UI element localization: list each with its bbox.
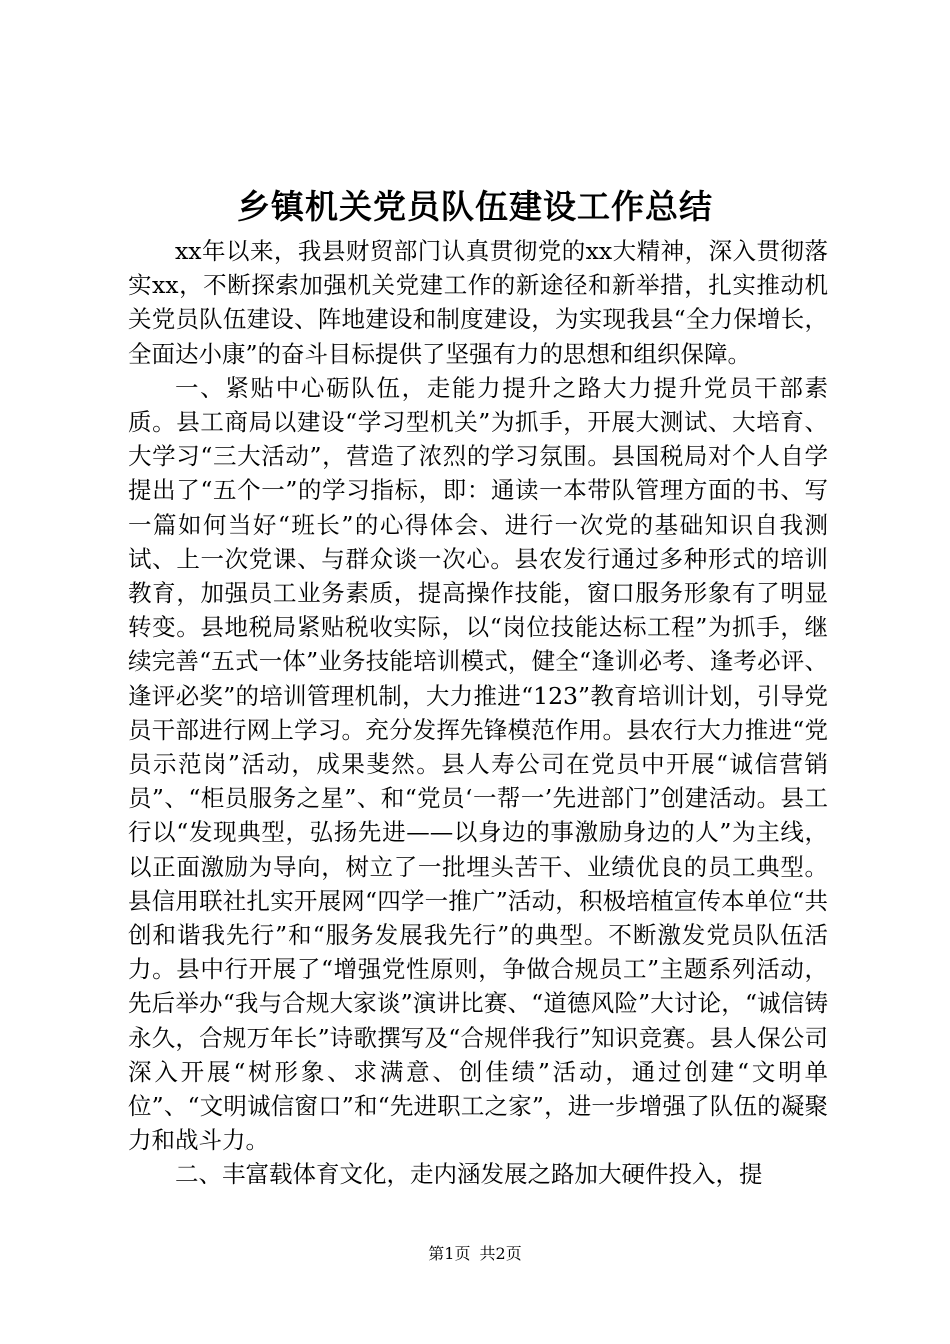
document-body <box>128 234 828 1192</box>
page-number: 第1页 <box>428 1244 471 1263</box>
paragraph-section-two: 二、丰富载体育文化，走内涵发展之路加大硬件投入，提 <box>175 1160 763 1189</box>
paragraph-intro: xx年以来，我县财贸部门认真贯彻党的xx大精神，深入贯彻落实xx，不断探索加强机关党建工作的新途径和新举措，扎实推动机关党员队伍建设、阵地建设和制度建设，为实现我县“全力保增长，全面达小康”的奋斗目标提供了坚强有力的思想和组织保障。 <box>128 237 828 368</box>
page-total: 共2页 <box>479 1244 522 1263</box>
paragraph-section-one: 一、紧贴中心砺队伍，走能力提升之路大力提升党员干部素质。县工商局以建设“学习型机关”为抓手，开展大测试、大培育、大学习“三大活动”，营造了浓烈的学习氛围。县国税局对个人自学提出了“五个一”的学习指标，即：通读一本带队管理方面的书、写一篇如何当好“班长”的心得体会、进行一次党的基础知识自我测试、上一次党课、与群众谈一次心。县农发行通过多种形式的培训教育，加强员工业务素质，提高操作技能，窗口服务形象有了明显转变。县地税局紧贴税收实际，以“岗位技能达标工程”为抓手，继续完善“五式一体”业务技能培训模式，健全“逢训必考、逢考必评、逢评必奖”的培训管理机制，大力推进“123”教育培训计划，引导党员干部进行网上学习。充分发挥先锋模范作用。县农行大力推进“党员示范岗”活动，成果斐然。县人寿公司在党员中开展“诚信营销员”、“柜员服务之星”、和“党员‘一帮一’先进部门”创建活动。县工行以“发现典型，弘扬先进——以身边的事激励身边的人”为主线，以正面激励为导向，树立了一批埋头苦干、业绩优良的员工典型。县信用联社扎实开展网“四学一推广”活动，积极培植宣传本单位“共创和谐我先行”和“服务发展我先行”的典型。不断激发党员队伍活力。县中行开展了“增强党性原则，争做合规员工”主题系列活动，先后举办“我与合规大家谈”演讲比赛、“道德风险”大讨论，“诚信铸永久，合规万年长”诗歌撰写及“合规伴我行”知识竞赛。县人保公司深入开展“树形象、求满意、创佳绩”活动，通过创建“文明单位”、“文明诚信窗口”和“先进职工之家”，进一步增强了队伍的凝聚力和战斗力。 <box>128 373 828 1155</box>
document-title: 乡镇机关党员队伍建设工作总结 <box>237 187 713 226</box>
page-footer <box>0 1243 950 1265</box>
